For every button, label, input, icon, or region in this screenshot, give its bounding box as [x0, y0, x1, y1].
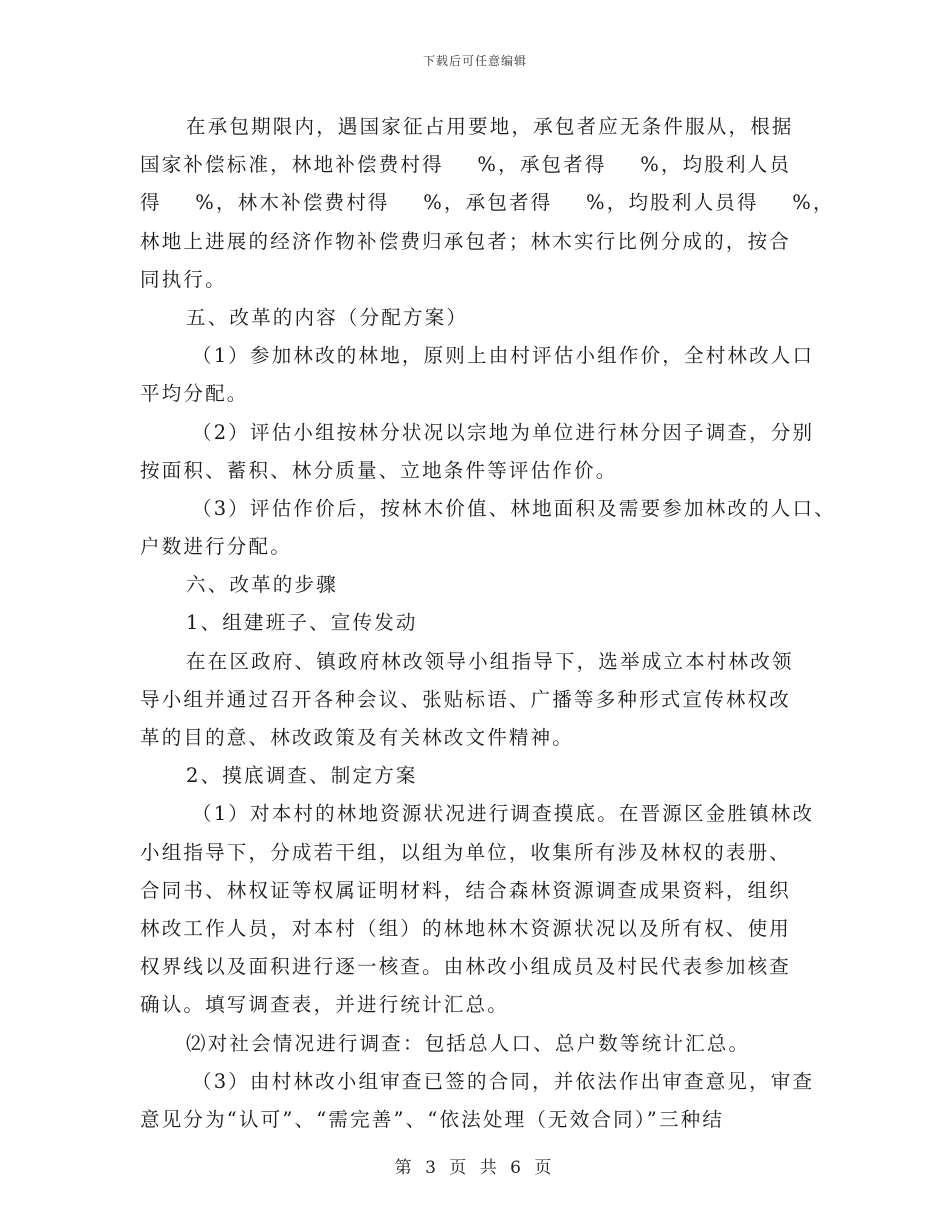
text-line: （1）对本村的林地资源状况进行调查摸底。在晋源区金胜镇林改	[192, 802, 815, 826]
document-body	[140, 108, 836, 1139]
text-line: （1）参加林改的林地，原则上由村评估小组作价，全村林改人口	[192, 344, 815, 368]
text-line: 按面积、蓄积、林分质量、立地条件等评估作价。	[140, 458, 618, 482]
text-line: 小组指导下，分成若干组，以组为单位，收集所有涉及林权的表册、	[140, 840, 792, 864]
text-line: 林改工作人员，对本村（组）的林地林木资源状况以及所有权、使用	[140, 916, 792, 940]
page-number-footer: 第 3 页 共 6 页	[394, 1158, 556, 1178]
text-line: 1、组建班子、宣传发动	[186, 611, 418, 635]
text-line: 六、改革的步骤	[186, 573, 338, 597]
text-line: 合同书、林权证等权属证明材料，结合森林资源调查成果资料，组织	[140, 878, 792, 902]
text-line: 在承包期限内，遇国家征占用要地，承包者应无条件服从，根据	[186, 115, 794, 138]
text-line: 导小组并通过召开各种会议、张贴标语、广播等多种形式宣传林权改	[140, 687, 792, 711]
text-line: 平均分配。	[140, 382, 249, 406]
text-line: ⑵对社会情况进行调查：包括总人口、总户数等统计汇总。	[186, 1031, 751, 1055]
text-line: 在在区政府、镇政府林改领导小组指导下，选举成立本村林改领	[186, 649, 794, 673]
text-line: 确认。填写调查表，并进行统计汇总。	[140, 993, 509, 1017]
text-line: 权界线以及面积进行逐一核查。由林改小组成员及村民代表参加核查	[140, 955, 792, 979]
text-line: 户数进行分配。	[140, 535, 292, 559]
text-line: 2、摸底调查、制定方案	[186, 764, 418, 788]
text-line: 意见分为“认可”、“需完善”、“依法处理（无效合同）”三种结	[140, 1107, 725, 1131]
text-line: 革的目的意、林改政策及有关林改文件精神。	[140, 726, 575, 749]
text-line: 得 %，林木补偿费村得 %，承包者得 %，均股利人员得 %，	[140, 191, 835, 215]
text-line: 林地上进展的经济作物补偿费归承包者；林木实行比例分成的，按合	[140, 229, 792, 253]
page-header: 下载后可任意编辑	[422, 54, 527, 68]
text-line: （3）评估作价后，按林木价值、林地面积及需要参加林改的人口、	[192, 496, 836, 520]
text-line: 同执行。	[140, 267, 227, 291]
text-line: （3）由村林改小组审查已签的合同，并依法作出审查意见，审查	[192, 1069, 815, 1093]
text-line: 国家补偿标准，林地补偿费村得 %，承包者得 %，均股利人员	[140, 153, 792, 177]
text-line: （2）评估小组按林分状况以宗地为单位进行林分因子调查，分别	[192, 420, 815, 444]
text-line: 五、改革的内容（分配方案）	[186, 305, 469, 329]
